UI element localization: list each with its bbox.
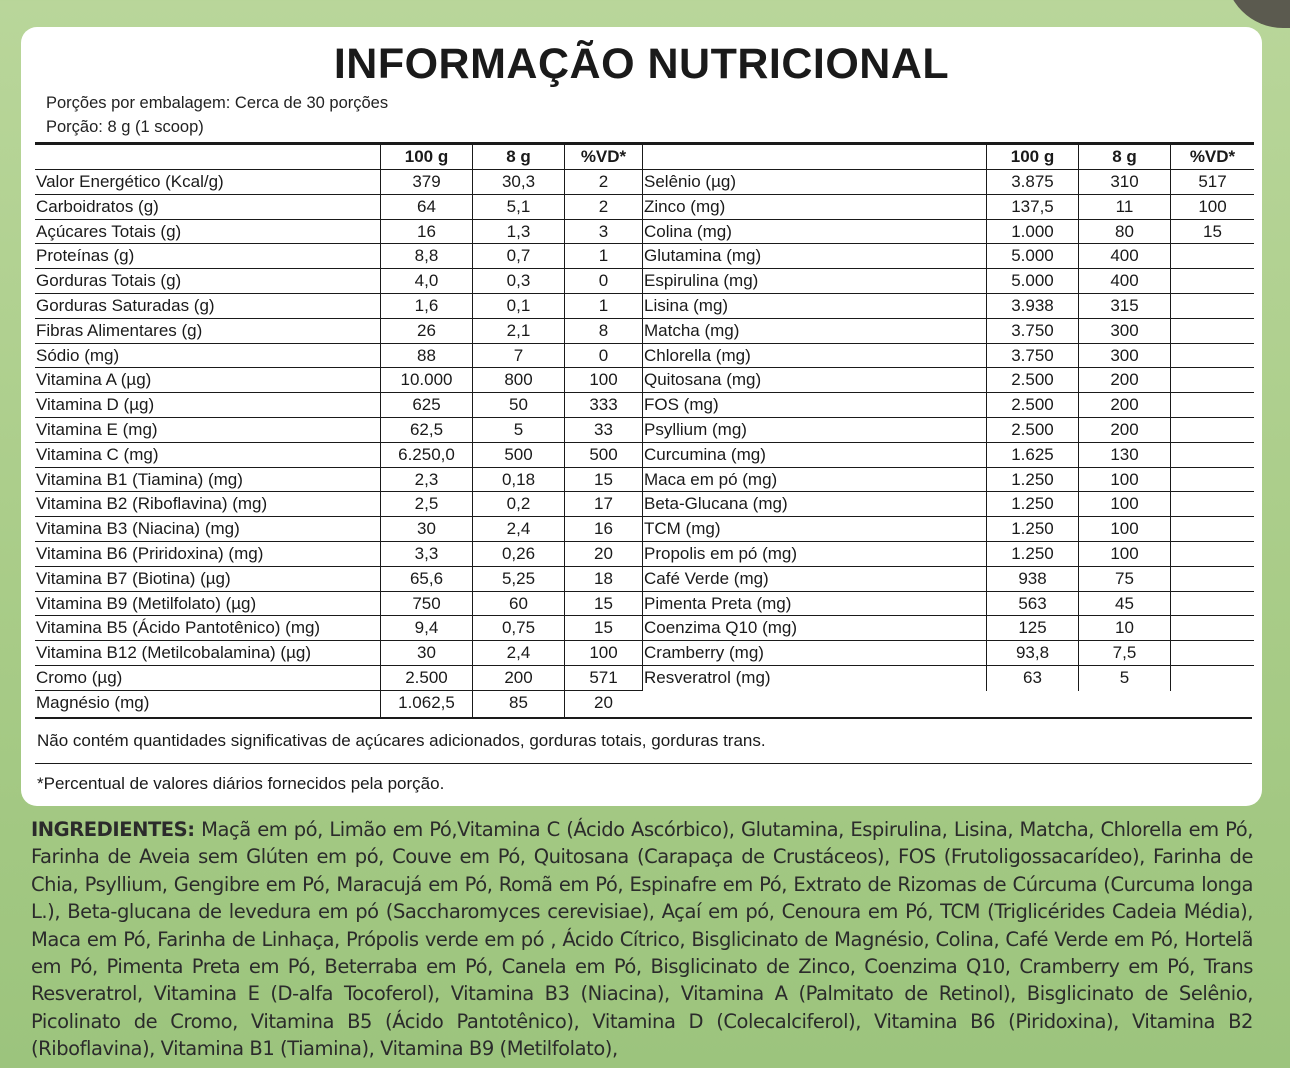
per-serving-value: 11: [1078, 195, 1170, 219]
table-row: [643, 567, 1254, 592]
per-100g-value: 1.250: [986, 542, 1078, 566]
nutrient-name: Propolis em pó (mg): [644, 543, 798, 563]
nutrient-name: Vitamina B5 (Ácido Pantotênico) (mg): [36, 618, 321, 638]
per-serving-value: 300: [1078, 344, 1170, 368]
per-100g-value: 64: [380, 195, 472, 219]
per-serving-value: 45: [1078, 592, 1170, 616]
daily-value: [1170, 616, 1254, 640]
per-serving-value: 100: [1078, 542, 1170, 566]
per-100g-value: 93,8: [986, 641, 1078, 665]
nutrient-name: Coenzima Q10 (mg): [644, 618, 798, 638]
table-row: [643, 319, 1254, 344]
daily-value: 1: [564, 244, 642, 268]
daily-value: [1170, 368, 1254, 392]
daily-value: 333: [564, 393, 642, 417]
per-100g-value: 750: [380, 592, 472, 616]
table-row: [35, 368, 642, 393]
per-100g-value: 2.500: [986, 368, 1078, 392]
per-100g-value: 2.500: [986, 393, 1078, 417]
page-title: INFORMAÇÃO NUTRICIONAL: [333, 40, 950, 88]
table-row: [35, 691, 642, 718]
table-row: [35, 294, 642, 319]
per-100g-value: 379: [380, 170, 472, 194]
nutrient-name: Matcha (mg): [644, 320, 740, 340]
per-serving-value: 2,4: [472, 517, 564, 541]
per-serving-value: 0,2: [472, 492, 564, 516]
per-100g-value: 5.000: [986, 244, 1078, 268]
nutrient-name: Espirulina (mg): [644, 271, 759, 291]
per-100g-value: 563: [986, 592, 1078, 616]
table-header: [35, 142, 642, 170]
table-row: [35, 616, 642, 641]
per-serving-value: 7,5: [1078, 641, 1170, 665]
ingredients-label: INGREDIENTES:: [31, 818, 195, 841]
table-row: [643, 170, 1254, 195]
per-100g-value: 3.750: [986, 319, 1078, 343]
per-serving-value: 130: [1078, 443, 1170, 467]
table-row: [35, 244, 642, 269]
per-100g-value: 9,4: [380, 616, 472, 640]
daily-value: [1170, 269, 1254, 293]
daily-value: 2: [564, 195, 642, 219]
nutrient-name: Sódio (mg): [36, 345, 120, 365]
nutrient-name: Cramberry (mg): [644, 643, 764, 663]
per-100g-value: 3,3: [380, 542, 472, 566]
table-row: [35, 220, 642, 245]
daily-value: 15: [1170, 220, 1254, 244]
daily-value: [1170, 567, 1254, 591]
nutrient-name: Vitamina B3 (Niacina) (mg): [36, 519, 240, 539]
nutrient-name: Cromo (µg): [36, 667, 123, 687]
nutrient-name: Vitamina B9 (Metilfolato) (µg): [36, 593, 257, 613]
per-serving-value: 85: [472, 691, 564, 718]
nutrient-name: Psyllium (mg): [644, 419, 747, 439]
per-100g-value: 30: [380, 517, 472, 541]
daily-value: 2: [564, 170, 642, 194]
per-serving-value: 5: [472, 418, 564, 442]
table-row: [35, 319, 642, 344]
nutrient-name: Carboidratos (g): [36, 196, 159, 216]
table-row: [643, 492, 1254, 517]
per-serving-value: 80: [1078, 220, 1170, 244]
per-serving-value: 60: [472, 592, 564, 616]
daily-value: 20: [564, 691, 642, 718]
nutrient-name: Selênio (µg): [644, 172, 737, 191]
table-row: [35, 542, 642, 567]
nutrient-name: Café Verde (mg): [644, 568, 769, 588]
table-row: [643, 244, 1254, 269]
daily-value: 15: [564, 616, 642, 640]
per-100g-value: 1.062,5: [380, 691, 472, 718]
per-100g-value: 2,5: [380, 492, 472, 516]
per-serving-value: 30,3: [472, 170, 564, 194]
per-100g-value: 3.938: [986, 294, 1078, 318]
per-serving-value: 1,3: [472, 220, 564, 244]
nutrient-name: Glutamina (mg): [644, 246, 762, 266]
table-header: [643, 142, 1254, 170]
nutrient-name: Proteínas (g): [36, 246, 135, 266]
nutrition-table-right: [642, 142, 1254, 691]
table-row: [35, 567, 642, 592]
nutrient-name: Vitamina E (mg): [36, 419, 158, 439]
nutrition-table-left: [35, 142, 642, 718]
table-row: [35, 592, 642, 617]
per-serving-value: 2,1: [472, 319, 564, 343]
table-row: [643, 517, 1254, 542]
table-row: [643, 393, 1254, 418]
table-row: [35, 269, 642, 294]
table-row: [643, 294, 1254, 319]
per-serving-value: 200: [1078, 368, 1170, 392]
nutrient-name: Resveratrol (mg): [644, 667, 771, 687]
nutrient-name: Beta-Glucana (mg): [644, 494, 788, 514]
table-row: [35, 195, 642, 220]
daily-value: [1170, 468, 1254, 492]
daily-value-footnote: *Percentual de valores diários fornecidos pela porção.: [37, 774, 445, 793]
per-serving-value: 300: [1078, 319, 1170, 343]
nutrient-name: Vitamina B2 (Riboflavina) (mg): [36, 494, 268, 514]
table-row: [35, 170, 642, 195]
daily-value: 100: [564, 368, 642, 392]
per-serving-value: 800: [472, 368, 564, 392]
header-per-serving: 8 g: [1078, 145, 1170, 169]
per-serving-value: 2,4: [472, 641, 564, 665]
header-name: [643, 145, 986, 169]
daily-value: 500: [564, 443, 642, 467]
per-serving-value: 5,1: [472, 195, 564, 219]
table-row: [643, 443, 1254, 468]
per-100g-value: 16: [380, 220, 472, 244]
per-100g-value: 10.000: [380, 368, 472, 392]
per-100g-value: 88: [380, 344, 472, 368]
daily-value: [1170, 294, 1254, 318]
daily-value: [1170, 492, 1254, 516]
nutrient-name: Curcumina (mg): [644, 444, 766, 464]
daily-value: [1170, 244, 1254, 268]
per-100g-value: 4,0: [380, 269, 472, 293]
daily-value: [1170, 418, 1254, 442]
nutrient-name: Quitosana (mg): [644, 370, 762, 390]
nutrient-name: Vitamina B6 (Priridoxina) (mg): [36, 543, 264, 563]
table-row: [643, 542, 1254, 567]
per-serving-value: 0,75: [472, 616, 564, 640]
daily-value: 0: [564, 269, 642, 293]
nutrient-name: Maca em pó (mg): [644, 469, 778, 489]
per-serving-value: 400: [1078, 269, 1170, 293]
daily-value: [1170, 319, 1254, 343]
daily-value: 100: [1170, 195, 1254, 219]
nutrient-name: Valor Energético (Kcal/g): [36, 172, 224, 191]
header-daily-value: %VD*: [1170, 145, 1254, 169]
per-serving-value: 7: [472, 344, 564, 368]
corner-decoration: [1225, 0, 1290, 28]
nutrient-name: Vitamina D (µg): [36, 395, 155, 415]
daily-value: 100: [564, 641, 642, 665]
divider: [35, 763, 1252, 764]
nutrient-name: Lisina (mg): [644, 295, 729, 315]
per-100g-value: 2.500: [986, 418, 1078, 442]
table-row: [35, 666, 642, 691]
daily-value: 15: [564, 592, 642, 616]
table-row: [35, 393, 642, 418]
daily-value: [1170, 517, 1254, 541]
per-100g-value: 26: [380, 319, 472, 343]
table-row: [643, 418, 1254, 443]
per-serving-value: 500: [472, 443, 564, 467]
table-row: [643, 195, 1254, 220]
daily-value: 3: [564, 220, 642, 244]
per-100g-value: 1.250: [986, 517, 1078, 541]
table-row: [643, 468, 1254, 493]
daily-value: 18: [564, 567, 642, 591]
per-serving-value: 100: [1078, 468, 1170, 492]
nutrient-name: Vitamina B1 (Tiamina) (mg): [36, 469, 243, 489]
per-serving-value: 0,7: [472, 244, 564, 268]
per-100g-value: 3.750: [986, 344, 1078, 368]
per-100g-value: 8,8: [380, 244, 472, 268]
table-row: [643, 641, 1254, 666]
per-100g-value: 62,5: [380, 418, 472, 442]
per-100g-value: 5.000: [986, 269, 1078, 293]
per-serving-value: 5: [1078, 666, 1170, 691]
daily-value: [1170, 666, 1254, 691]
table-row: [643, 666, 1254, 691]
daily-value: 16: [564, 517, 642, 541]
nutrient-name: Vitamina C (mg): [36, 444, 159, 464]
per-serving-value: 0,1: [472, 294, 564, 318]
per-100g-value: 1.250: [986, 468, 1078, 492]
daily-value: 0: [564, 344, 642, 368]
daily-value: 15: [564, 468, 642, 492]
nutrient-name: Vitamina B7 (Biotina) (µg): [36, 568, 231, 588]
servings-per-package: Porções por embalagem: Cerca de 30 porções: [46, 94, 389, 112]
table-row: [35, 344, 642, 369]
daily-value: [1170, 443, 1254, 467]
per-serving-value: 10: [1078, 616, 1170, 640]
per-serving-value: 200: [472, 666, 564, 690]
per-100g-value: 1,6: [380, 294, 472, 318]
per-100g-value: 2.500: [380, 666, 472, 690]
nutrient-name: Gorduras Totais (g): [36, 271, 182, 291]
per-serving-value: 200: [1078, 418, 1170, 442]
nutrient-name: Gorduras Saturadas (g): [36, 295, 215, 315]
table-row: [35, 517, 642, 542]
daily-value: [1170, 542, 1254, 566]
nutrient-name: TCM (mg): [644, 519, 721, 539]
nutrient-name: Fibras Alimentares (g): [36, 320, 203, 340]
header-per-serving: 8 g: [472, 145, 564, 169]
ingredients-text: Maçã em pó, Limão em Pó,Vitamina C (Ácido Ascórbico), Glutamina, Espirulina, Lisina, Matcha, Chlorella em Pó, Farinha de Aveia sem Glúten em pó, Couve em Pó, Quitosana (Carapaça de Crustáceos), FOS (Frutoligossacarídeo), Farinha de Chia, Psyllium, Gengibre em Pó, Maracujá em Pó, Romã em Pó, Espinafre em Pó, Extrato de Rizomas de Cúrcuma (Curcuma longa L.), Beta-glucana de levedura em pó (Saccharomyces cerevisiae), Açaí em pó, Cenoura em Pó, TCM (Triglicérides Cadeia Média), Maca em Pó, Farinha de Linhaça, Própolis verde em pó , Ácido Cítrico, Bisglicinato de Magnésio, Colina, Café Verde em Pó, Hortelã em Pó, Pimenta Preta em Pó, Beterraba em Pó, Canela em Pó, Bisglicinato de Zinco, Coenzima Q10, Cramberry em Pó, Trans Resveratrol, Vitamina E (D-alfa Tocoferol), Vitamina B3 (Niacina), Vitamina A (Palmitato de Retinol), Bisglicinato de Selênio, Picolinato de Cromo, Vitamina B5 (Ácido Pantotênico), Vitamina D (Colecalciferol), Vitamina B6 (Piridoxina), Vitamina B2 (Riboflavina), Vitamina B1 (Tiamina), Vitamina B9 (Metilfolato),: [31, 818, 1253, 1061]
per-100g-value: 6.250,0: [380, 443, 472, 467]
per-serving-value: 0,18: [472, 468, 564, 492]
nutrition-note: Não contém quantidades significativas de açúcares adicionados, gorduras totais, gorduras trans.: [37, 731, 766, 750]
header-per-100g: 100 g: [380, 145, 472, 169]
nutrient-name: Magnésio (mg): [36, 692, 150, 712]
table-row: [35, 418, 642, 443]
per-100g-value: 65,6: [380, 567, 472, 591]
per-serving-value: 0,26: [472, 542, 564, 566]
per-100g-value: 1.625: [986, 443, 1078, 467]
header-daily-value: %VD*: [564, 145, 642, 169]
nutrient-name: Açúcares Totais (g): [36, 221, 182, 241]
nutrient-name: Zinco (mg): [644, 196, 726, 216]
per-100g-value: 125: [986, 616, 1078, 640]
table-row: [643, 344, 1254, 369]
nutrient-name: Colina (mg): [644, 221, 732, 241]
per-serving-value: 200: [1078, 393, 1170, 417]
header-per-100g: 100 g: [986, 145, 1078, 169]
table-row: [35, 468, 642, 493]
per-serving-value: 0,3: [472, 269, 564, 293]
header-name: [35, 145, 380, 169]
table-row: [35, 641, 642, 666]
nutrition-panel: [21, 27, 1262, 806]
daily-value: [1170, 344, 1254, 368]
daily-value: 517: [1170, 170, 1254, 194]
nutrient-name: Vitamina A (µg): [36, 370, 152, 390]
table-row: [35, 443, 642, 468]
per-100g-value: 625: [380, 393, 472, 417]
per-serving-value: 5,25: [472, 567, 564, 591]
table-bottom-rule: [35, 717, 1252, 719]
serving-size: Porção: 8 g (1 scoop): [46, 118, 204, 136]
table-row: [643, 368, 1254, 393]
daily-value: 33: [564, 418, 642, 442]
per-serving-value: 315: [1078, 294, 1170, 318]
per-100g-value: 137,5: [986, 195, 1078, 219]
per-serving-value: 75: [1078, 567, 1170, 591]
nutrient-name: FOS (mg): [644, 395, 719, 415]
table-row: [643, 616, 1254, 641]
ingredients-paragraph: [31, 816, 1253, 1063]
table-row: [643, 269, 1254, 294]
per-100g-value: 938: [986, 567, 1078, 591]
per-100g-value: 1.000: [986, 220, 1078, 244]
per-100g-value: 2,3: [380, 468, 472, 492]
table-row: [35, 492, 642, 517]
daily-value: [1170, 393, 1254, 417]
daily-value: [1170, 592, 1254, 616]
per-serving-value: 50: [472, 393, 564, 417]
per-serving-value: 100: [1078, 517, 1170, 541]
daily-value: 571: [564, 666, 642, 690]
daily-value: 17: [564, 492, 642, 516]
table-row: [643, 592, 1254, 617]
daily-value: 20: [564, 542, 642, 566]
per-100g-value: 30: [380, 641, 472, 665]
per-100g-value: 63: [986, 666, 1078, 691]
per-serving-value: 100: [1078, 492, 1170, 516]
nutrient-name: Vitamina B12 (Metilcobalamina) (µg): [36, 643, 311, 663]
per-100g-value: 3.875: [986, 170, 1078, 194]
daily-value: 8: [564, 319, 642, 343]
nutrient-name: Pimenta Preta (mg): [644, 593, 792, 613]
nutrient-name: Chlorella (mg): [644, 345, 751, 365]
daily-value: 1: [564, 294, 642, 318]
per-serving-value: 310: [1078, 170, 1170, 194]
table-row: [643, 220, 1254, 245]
per-100g-value: 1.250: [986, 492, 1078, 516]
daily-value: [1170, 641, 1254, 665]
per-serving-value: 400: [1078, 244, 1170, 268]
